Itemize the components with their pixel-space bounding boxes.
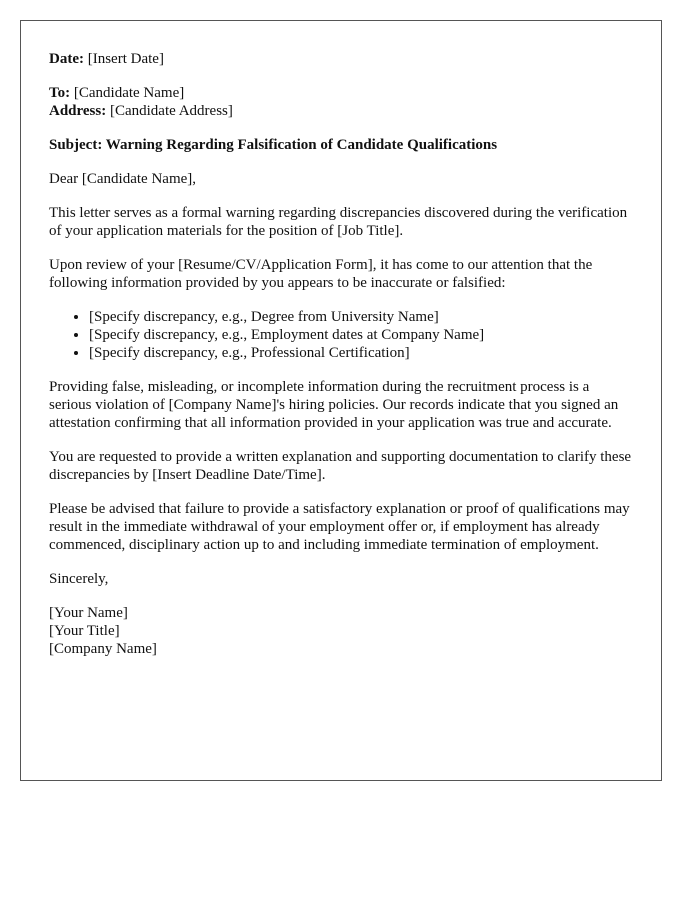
to-label: To: [49, 85, 71, 101]
list-item: • [Specify discrepancy, e.g., Employment dates at Company Name] [89, 326, 633, 344]
paragraph-violation: Providing false, misleading, or incomplete information during the recruitment process is a serious violation of [Company Name]'s hiring policies. Our records indicate that you signed an attestation confirming that all information provided in your application was true and accurate. [49, 379, 619, 431]
address-line [49, 102, 633, 120]
paragraph-consequences: Please be advised that failure to provide a satisfactory explanation or proof of qualifications may result in the immediate withdrawal of your employment offer or, if employment has already commenced, disciplinary action up to and including immediate termination of employment. [49, 501, 630, 553]
paragraph-intro: This letter serves as a formal warning regarding discrepancies discovered during the verification of your application materials for the position of [Job Title]. [49, 205, 628, 239]
to-line [49, 84, 633, 102]
signature-company: [Company Name] [49, 641, 157, 657]
signature-name: [Your Name] [49, 605, 128, 621]
list-item: • [Specify discrepancy, e.g., Professional Certification] [89, 344, 633, 362]
to-value: [Candidate Name] [73, 85, 185, 101]
discrepancy-list [49, 308, 633, 362]
greeting: Dear [Candidate Name], [49, 171, 197, 187]
address-value: [Candidate Address] [109, 103, 233, 119]
date-line [49, 50, 633, 68]
address-label: Address: [49, 103, 107, 119]
date-label: Date: [49, 51, 84, 67]
signature-title: [Your Title] [49, 623, 120, 639]
subject-line: Subject: Warning Regarding Falsification of Candidate Qualifications [49, 137, 498, 153]
paragraph-request: You are requested to provide a written explanation and supporting documentation to clarify these discrepancies by [Insert Deadline Date/Time]. [49, 449, 632, 483]
closing: Sincerely, [49, 571, 109, 587]
list-item: • [Specify discrepancy, e.g., Degree from University Name] [89, 308, 633, 326]
signature-block [49, 604, 633, 658]
warning-letter [20, 20, 662, 781]
paragraph-review: Upon review of your [Resume/CV/Application Form], it has come to our attention that the following information provided by you appears to be inaccurate or falsified: [49, 257, 593, 291]
date-value: [Insert Date] [87, 51, 164, 67]
